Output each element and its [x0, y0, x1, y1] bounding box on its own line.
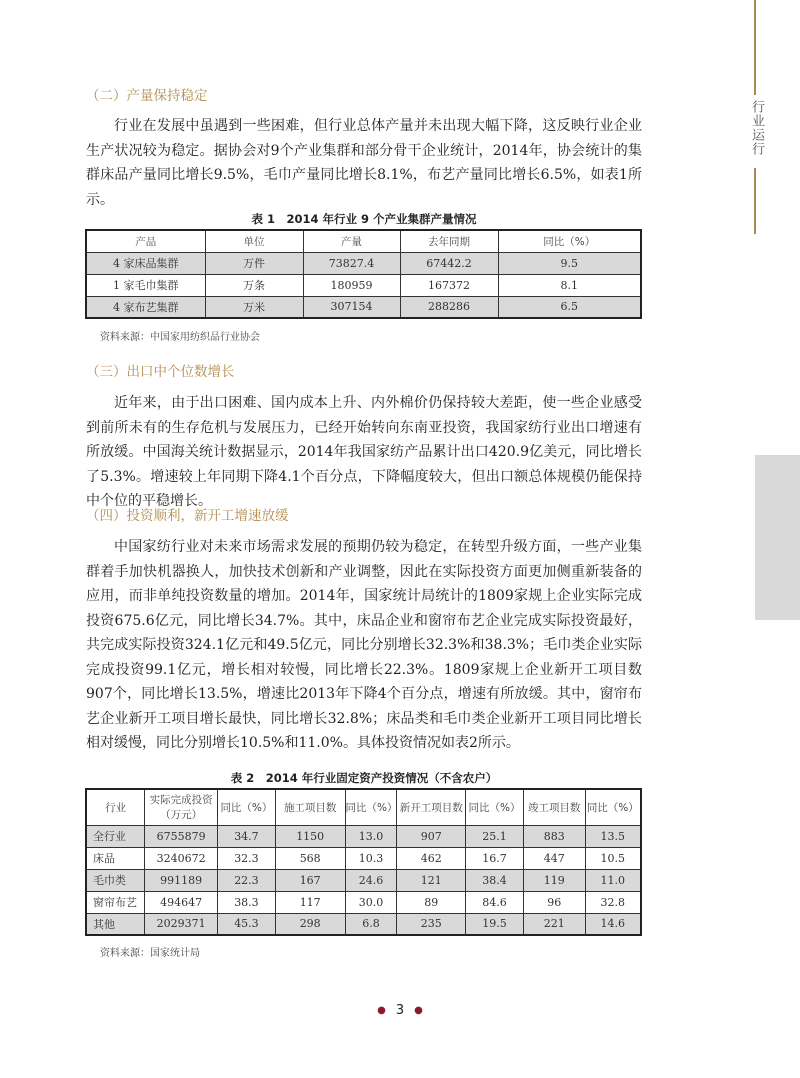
- table-cell: 1 家毛巾集群: [86, 274, 205, 296]
- table2-header-cell: 同比（%）: [218, 789, 276, 825]
- table-cell: 45.3: [218, 913, 276, 935]
- table-cell: 4 家布艺集群: [86, 296, 205, 318]
- table-cell: 494647: [145, 891, 218, 913]
- page-footer: [0, 1003, 800, 1018]
- table-cell: 6755879: [145, 825, 218, 847]
- table-cell: 167372: [400, 274, 498, 296]
- table-cell: 其他: [86, 913, 145, 935]
- table-row: [86, 825, 641, 847]
- table-cell: 25.1: [466, 825, 524, 847]
- table-cell: 38.4: [466, 869, 524, 891]
- section-label: 行业运行: [749, 100, 764, 156]
- table-cell: 10.3: [345, 847, 397, 869]
- table-cell: 13.0: [345, 825, 397, 847]
- table-cell: 96: [523, 891, 585, 913]
- paragraph-production: 行业在发展中虽遇到一些困难，但行业总体产量并未出现大幅下降，这反映行业企业生产状况较为稳定。据协会对9个产业集群和部分骨干企业统计，2014年，协会统计的集群床品产量同比增长9.5%，毛巾产量同比增长8.1%，布艺产量同比增长6.5%，如表1所示。: [86, 118, 642, 208]
- table-cell: 235: [397, 913, 466, 935]
- table-cell: 119: [523, 869, 585, 891]
- table2-header-cell: 同比（%）: [466, 789, 524, 825]
- table-cell: 19.5: [466, 913, 524, 935]
- table-cell: 883: [523, 825, 585, 847]
- table-row: [86, 252, 641, 274]
- table-cell: 4 家床品集群: [86, 252, 205, 274]
- table-cell: 32.8: [585, 891, 641, 913]
- table-cell: 298: [275, 913, 345, 935]
- table-cell: 13.5: [585, 825, 641, 847]
- table-cell: 34.7: [218, 825, 276, 847]
- table-cell: 907: [397, 825, 466, 847]
- table-cell: 117: [275, 891, 345, 913]
- table-cell: 38.3: [218, 891, 276, 913]
- table-cell: 121: [397, 869, 466, 891]
- table2: [85, 788, 642, 936]
- table-cell: 221: [523, 913, 585, 935]
- table-cell: 32.3: [218, 847, 276, 869]
- table2-header-cell: 施工项目数: [275, 789, 345, 825]
- table-cell: 568: [275, 847, 345, 869]
- table-row: [86, 296, 641, 318]
- paragraph-investment: 中国家纺行业对未来市场需求发展的预期仍较为稳定，在转型升级方面，一些产业集群着手加快机器换人，加快技术创新和产业调整，因此在实际投资方面更加侧重新装备的应用，而非单纯投资数量的增加。2014年，国家统计局统计的1809家规上企业实际完成投资675.6亿元，同比增长34.7%。其中，床品企业和窗帘布艺企业完成实际投资最好，共完成实际投资324.1亿元和49.5亿元，同比分别增长32.3%和38.3%；毛巾类企业实际完成投资99.1亿元，增长相对较慢，同比增长22.3%。1809家规上企业新开工项目数907个，同比增长13.5%，增速比2013年下降4个百分点，增速有所放缓。其中，窗帘布艺企业新开工项目增长最快，同比增长32.8%；床品类和毛巾类企业新开工项目同比增长相对缓慢，同比分别增长10.5%和11.0%。具体投资情况如表2所示。: [86, 539, 642, 751]
- bullet-icon: ●: [377, 1005, 386, 1016]
- table-cell: 991189: [145, 869, 218, 891]
- table-cell: 22.3: [218, 869, 276, 891]
- table1-header-cell: 单位: [205, 230, 303, 252]
- table-row: [86, 913, 641, 935]
- table-cell: 万条: [205, 274, 303, 296]
- table-cell: 8.1: [498, 274, 641, 296]
- table1-header-cell: 去年同期: [400, 230, 498, 252]
- table2-header-cell: 同比（%）: [585, 789, 641, 825]
- table-cell: 窗帘布艺: [86, 891, 145, 913]
- side-rule-bottom: [754, 168, 756, 234]
- table-cell: 全行业: [86, 825, 145, 847]
- side-tab-marker: [755, 455, 800, 620]
- table-cell: 89: [397, 891, 466, 913]
- table-cell: 73827.4: [303, 252, 400, 274]
- table2-header-cell: 行业: [86, 789, 145, 825]
- table-cell: 万米: [205, 296, 303, 318]
- table1-header-cell: 产量: [303, 230, 400, 252]
- bullet-icon: ●: [414, 1005, 423, 1016]
- table-row: [86, 891, 641, 913]
- table-cell: 462: [397, 847, 466, 869]
- side-rule-top: [754, 0, 756, 95]
- table2-caption: 表 2 2014 年行业固定资产投资情况（不含农户）: [230, 771, 498, 785]
- table-cell: 16.7: [466, 847, 524, 869]
- table2-header-cell: 实际完成投资（万元）: [145, 789, 218, 825]
- table-cell: 24.6: [345, 869, 397, 891]
- table1-header-cell: 产品: [86, 230, 205, 252]
- table-cell: 万件: [205, 252, 303, 274]
- table-cell: 167: [275, 869, 345, 891]
- table-cell: 2029371: [145, 913, 218, 935]
- table-cell: 30.0: [345, 891, 397, 913]
- table-cell: 288286: [400, 296, 498, 318]
- table-row: [86, 847, 641, 869]
- table-row: [86, 274, 641, 296]
- table-cell: 毛巾类: [86, 869, 145, 891]
- table2-source: 资料来源：国家统计局: [100, 948, 200, 959]
- table-cell: 84.6: [466, 891, 524, 913]
- table-cell: 11.0: [585, 869, 641, 891]
- table-cell: 床品: [86, 847, 145, 869]
- page-number: 3: [395, 1003, 405, 1018]
- table-cell: 180959: [303, 274, 400, 296]
- table-cell: 447: [523, 847, 585, 869]
- table1-header-row: [86, 230, 641, 252]
- table1-source: 资料来源：中国家用纺织品行业协会: [100, 332, 260, 343]
- table-cell: 3240672: [145, 847, 218, 869]
- table-cell: 6.5: [498, 296, 641, 318]
- table1-header-cell: 同比（%）: [498, 230, 641, 252]
- section-heading-investment: （四）投资顺利，新开工增速放缓: [86, 508, 289, 524]
- paragraph-export: 近年来，由于出口困难、国内成本上升、内外棉价仍保持较大差距，使一些企业感受到前所未有的生存危机与发展压力，已经开始转向东南亚投资，我国家纺行业出口增速有所放缓。中国海关统计数据显示，2014年我国家纺产品累计出口420.9亿美元，同比增长了5.3%。增速较上年同期下降4.1个百分点，下降幅度较大，但出口额总体规模仍能保持中个位的平稳增长。: [86, 395, 642, 509]
- table-cell: 6.8: [345, 913, 397, 935]
- table1: [85, 229, 642, 319]
- table2-header-cell: 新开工项目数: [397, 789, 466, 825]
- table-row: [86, 869, 641, 891]
- table2-header-cell: 竣工项目数: [523, 789, 585, 825]
- table-cell: 10.5: [585, 847, 641, 869]
- table1-caption: 表 1 2014 年行业 9 个产业集群产量情况: [251, 212, 477, 226]
- table-cell: 14.6: [585, 913, 641, 935]
- table-cell: 1150: [275, 825, 345, 847]
- table2-header-cell: 同比（%）: [345, 789, 397, 825]
- table-cell: 9.5: [498, 252, 641, 274]
- table-cell: 307154: [303, 296, 400, 318]
- table2-header-row: [86, 789, 641, 825]
- table-cell: 67442.2: [400, 252, 498, 274]
- section-heading-production: （二）产量保持稳定: [86, 88, 208, 104]
- section-heading-export: （三）出口中个位数增长: [86, 364, 235, 380]
